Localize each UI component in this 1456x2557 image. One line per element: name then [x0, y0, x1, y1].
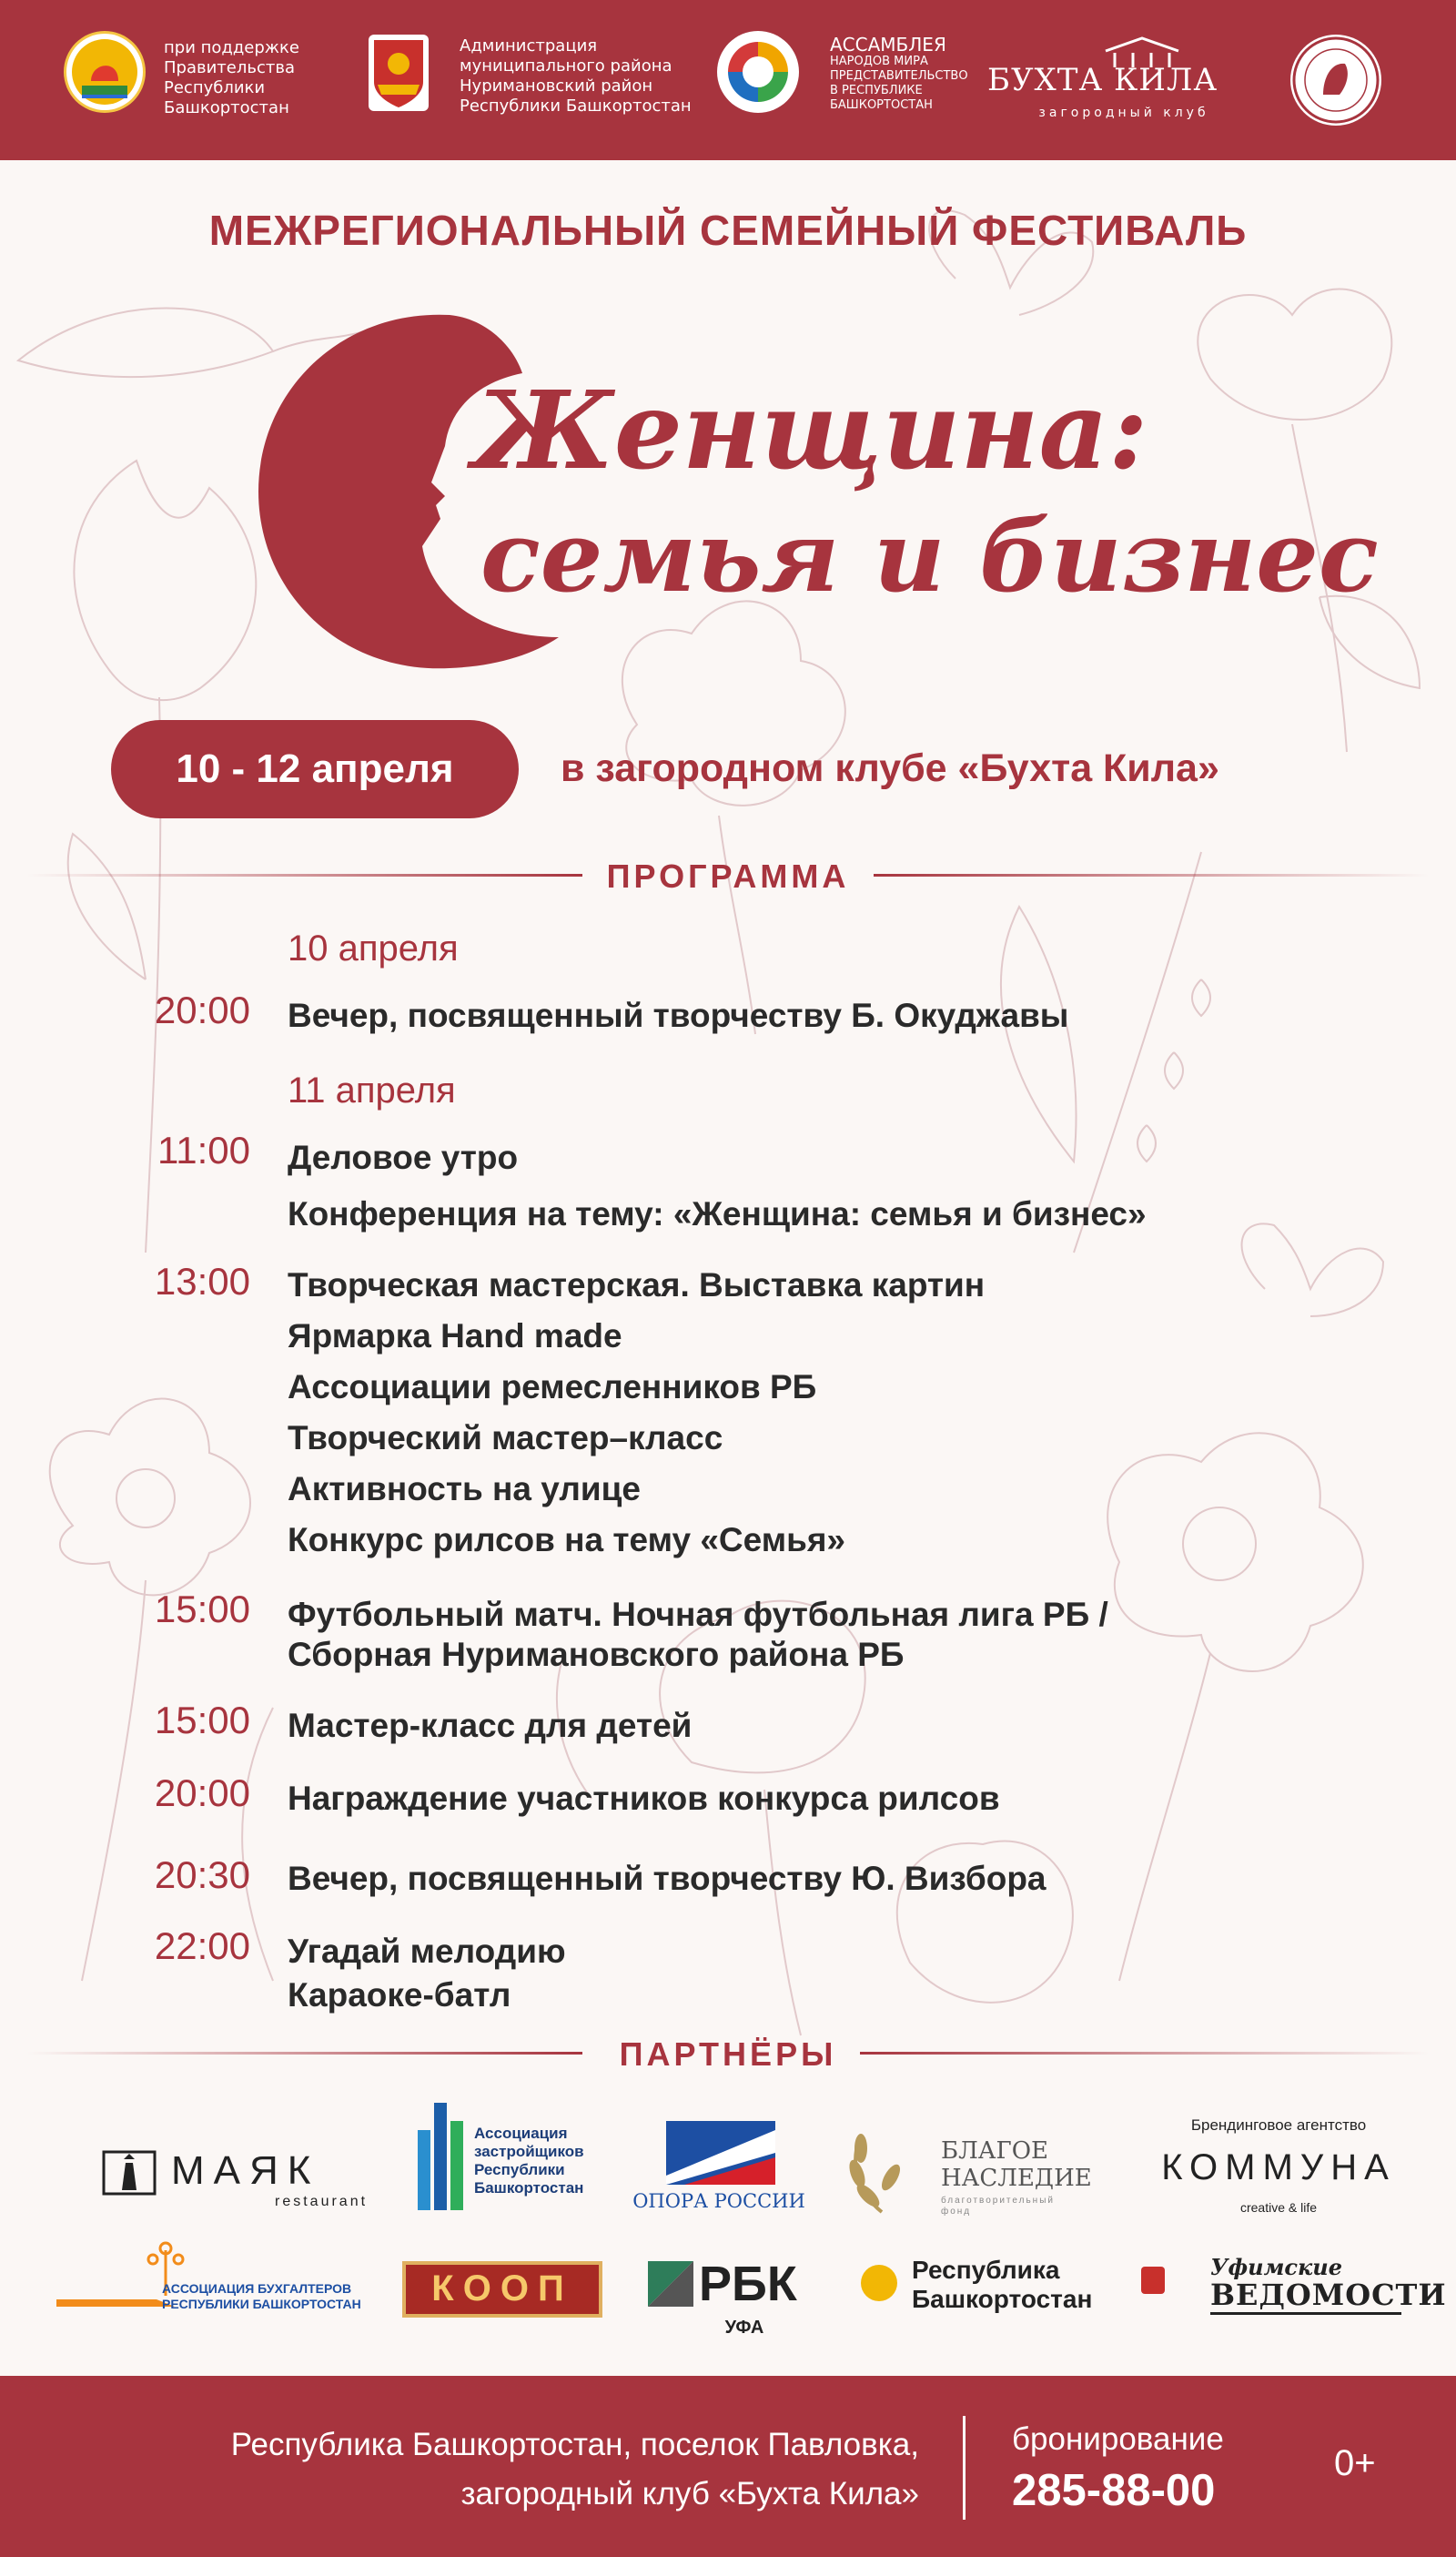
day-date: 10 апреля	[288, 928, 459, 969]
event-time: 20:00	[154, 1771, 250, 1814]
event-title: Сборная Нуримановского района РБ	[288, 1636, 905, 1673]
event-title: Вечер, посвященный творчеству Б. Окуджавы	[288, 997, 1069, 1034]
nurimanov-coat-of-arms-icon	[369, 35, 429, 111]
event-title: Ассоциации ремесленников РБ	[288, 1368, 817, 1405]
event-time: 20:00	[154, 989, 250, 1031]
event-title: Активность на улице	[288, 1470, 641, 1507]
event-title: Ярмарка Hand made	[288, 1317, 622, 1355]
kommuna-caption: Брендинговое агентство	[1190, 2116, 1367, 2134]
festival-subtitle: МЕЖРЕГИОНАЛЬНЫЙ СЕМЕЙНЫЙ ФЕСТИВАЛЬ	[208, 207, 1248, 254]
rbc-logo-icon	[648, 2261, 693, 2307]
partner-kommuna	[1151, 2116, 1406, 2226]
festival-title-line2: семья и бизнес	[480, 500, 1379, 614]
event-title: Угадай мелодию	[288, 1933, 566, 1970]
kommuna-subtitle: creative & life	[1239, 2200, 1318, 2215]
footer-bar	[0, 2376, 1456, 2557]
footer-divider	[963, 2416, 966, 2520]
org-text-administration: Администрация муниципального района Нуримановский район Республики Башкортостан	[460, 36, 692, 116]
republic-emblem-icon	[861, 2265, 897, 2301]
lighthouse-icon	[102, 2150, 157, 2196]
bashkortostan-emblem-icon	[64, 31, 146, 113]
blagoe-name: БЛАГОЕ НАСЛЕДИЕ	[941, 2137, 1092, 2192]
opora-name: ОПОРА РОССИИ	[632, 2190, 805, 2212]
mayak-name: МАЯК	[171, 2148, 320, 2193]
association-builders-name: Ассоциация застройщиков Республики Башкортостан	[474, 2125, 584, 2197]
event-title: Конференция на тему: «Женщина: семья и бизнес»	[288, 1195, 1147, 1233]
event-time: 20:30	[154, 1853, 250, 1896]
event-title: Мастер-класс для детей	[288, 1707, 693, 1744]
kommuna-name: КОММУНА	[1161, 2147, 1396, 2187]
republic-name: Республика Башкортостан	[912, 2256, 1093, 2313]
event-title: Награждение участников конкурса рилсов	[288, 1780, 1000, 1817]
booking-phone: 285-88-00	[1012, 2466, 1216, 2515]
wheat-wreath-icon	[841, 2121, 923, 2221]
accountants-name: АССОЦИАЦИЯ БУХГАЛТЕРОВ РЕСПУБЛИКИ БАШКОРТОСТАН	[162, 2281, 361, 2311]
rbc-subtitle: УФА	[724, 2318, 764, 2338]
age-rating: 0+	[1334, 2443, 1376, 2483]
bukhta-kila-name: БУХТА КИЛА	[987, 62, 1218, 98]
bukhta-kila-subtitle: загородный клуб	[1038, 106, 1209, 120]
event-time: 15:00	[154, 1699, 250, 1741]
event-title: Вечер, посвященный творчеству Ю. Визбора	[288, 1860, 1046, 1897]
koop-name: КООП	[431, 2268, 573, 2308]
event-time: 22:00	[154, 1924, 250, 1967]
assembly-logo-icon	[717, 31, 799, 113]
partners-section-header	[0, 2030, 1456, 2075]
vedomosti-top: Уфимские	[1210, 2254, 1342, 2280]
vedomosti-name: ВЕДОМОСТИ	[1210, 2278, 1401, 2315]
partner-mayak	[102, 2139, 369, 2212]
blagoe-subtitle: благотворительный фонд	[941, 2196, 1055, 2217]
partner-koop	[402, 2261, 602, 2318]
event-title: Творческий мастер–класс	[288, 1419, 723, 1456]
event-time: 11:00	[157, 1129, 250, 1172]
footer-address-line2: загородный клуб «Бухта Кила»	[460, 2476, 919, 2511]
partner-opora-russia	[628, 2121, 810, 2221]
assembly-subtitle: НАРОДОВ МИРА	[830, 55, 928, 68]
assembly-title: АССАМБЛЕЯ	[830, 34, 946, 56]
event-title: Конкурс рилсов на тему «Семья»	[288, 1521, 845, 1558]
footer-address-line1: Республика Башкортостан, поселок Павловка,	[230, 2427, 919, 2462]
partner-ufa-vedomosti	[1210, 2254, 1447, 2327]
org-text-government: при поддержке Правительства Республики Башкортостан	[164, 38, 299, 117]
festival-title-line1: Женщина:	[473, 367, 1148, 493]
day-date: 11 апреля	[288, 1070, 456, 1111]
partner-association-builders	[414, 2103, 605, 2212]
header-bar	[0, 0, 1456, 160]
event-time: 13:00	[154, 1260, 250, 1303]
event-title: Творческая мастерская. Выставка картин	[288, 1266, 986, 1304]
program-section-header	[0, 852, 1456, 898]
event-title: Деловое утро	[288, 1139, 519, 1176]
program-heading: ПРОГРАММА	[606, 857, 850, 895]
event-title: Футбольный матч. Ночная футбольная лига РБ /	[288, 1596, 1108, 1633]
assembly-representation: ПРЕДСТАВИТЕЛЬСТВО В РЕСПУБЛИКЕ БАШКОРТОСТАН	[830, 69, 968, 112]
booking-label: бронирование	[1012, 2421, 1224, 2457]
russian-flag-icon	[666, 2121, 775, 2185]
partner-republic-newspaper	[861, 2256, 1170, 2329]
festival-dates-badge: 10 - 12 апреля	[111, 720, 519, 818]
rbc-name: РБК	[699, 2257, 797, 2311]
republic-badge-icon	[1141, 2267, 1165, 2294]
partner-rbc	[648, 2256, 812, 2347]
event-title: Караоке-батл	[288, 1976, 511, 2014]
festival-venue: в загородном клубе «Бухта Кила»	[561, 746, 1219, 790]
partner-accountants	[56, 2241, 375, 2332]
club-round-logo-icon	[1290, 35, 1381, 126]
partners-heading: ПАРТНЁРЫ	[619, 2035, 837, 2073]
partner-blagoe-nasledie	[841, 2121, 1114, 2221]
event-time: 15:00	[154, 1588, 250, 1630]
mayak-subtitle: restaurant	[275, 2194, 369, 2209]
buildings-icon	[414, 2103, 469, 2210]
